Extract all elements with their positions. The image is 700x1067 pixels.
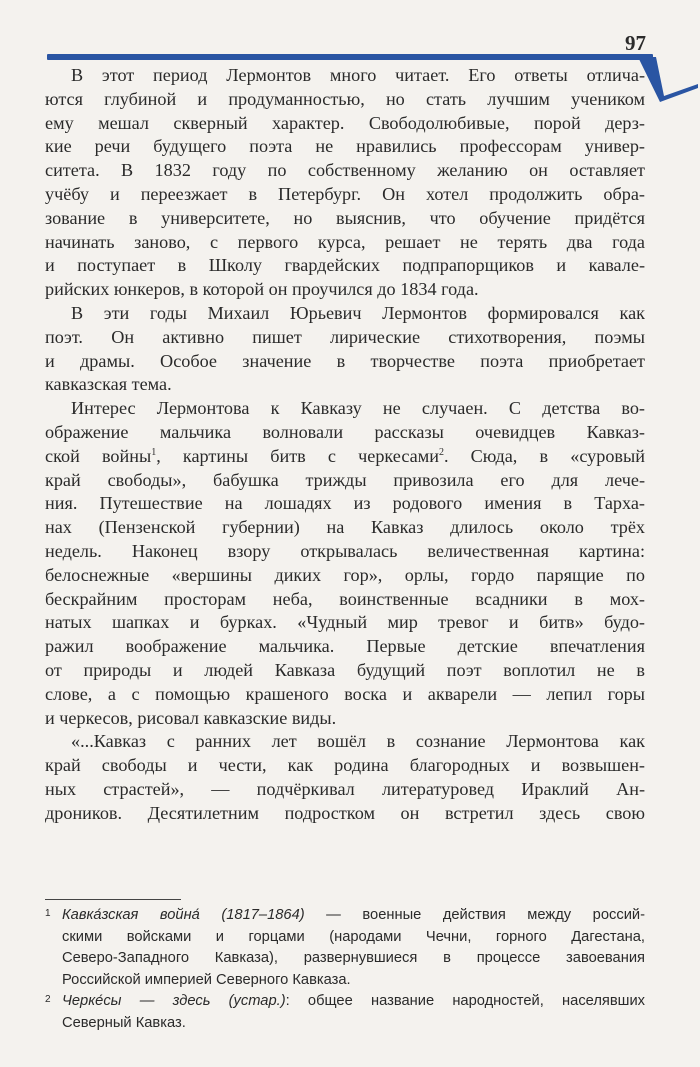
text-line: и поступает в Школу гвардейских подпрапорщиков и кавале-: [45, 255, 645, 276]
text-fragment: ской войны: [45, 445, 152, 466]
text-fragment: , картины битв с черкесами: [156, 445, 439, 466]
text-line: белоснежные «вершины диких гор», орлы, гордо парящие по: [45, 564, 645, 585]
footnote-text: Российской империей Северного Кавказа.: [62, 971, 351, 988]
text-line: ситета. В 1832 году по собственному желанию он оставляет: [45, 160, 645, 181]
text-line: кие речи будущего поэта не нравились профессорам универ-: [45, 136, 645, 157]
text-line: от природы и людей Кавказа будущий поэт воплотил не в: [45, 659, 645, 680]
text-line: край свободы и чести, как родина благородных и возвышен-: [45, 755, 645, 776]
footnote-ref-2[interactable]: 2: [438, 446, 444, 458]
text-line: поэт. Он активно пишет лирические стихотворения, поэмы: [45, 326, 645, 347]
footnote-marker: 1: [45, 908, 51, 919]
text-line: начинать заново, с первого курса, решает не терять два года: [45, 231, 645, 252]
text-line: ются глубиной и продуманностью, но стать лучшим учеником: [45, 88, 645, 109]
footnotes: [45, 905, 645, 1034]
text-line: В этот период Лермонтов много читает. Его ответы отлича-: [71, 65, 645, 85]
footnote-marker: 2: [45, 994, 51, 1005]
header-rule: [47, 54, 653, 60]
text-line: ему мешал скверный характер. Свободолюбивые, порой дерз-: [45, 112, 645, 133]
text-line: ных страстей», — подчёркивал литературовед Ираклий Ан-: [45, 778, 645, 799]
text-line: учёбу и переезжает в Петербург. Он хотел продолжить обра-: [45, 183, 645, 204]
footnote-text: : общее название народностей, населявших: [285, 993, 645, 1009]
footnote-text: Северный Кавказ.: [62, 1014, 186, 1031]
text-line: край свободы», бабушка трижды привозила его для лече-: [45, 469, 645, 490]
text-line: кавказская тема.: [45, 374, 172, 395]
text-line: и черкесов, рисовал кавказские виды.: [45, 707, 337, 728]
footnote-term: Черке́сы — здесь (устар.): [62, 993, 286, 1009]
text-line: рийских юнкеров, в которой он проучился до 1834 года.: [45, 279, 479, 300]
text-line: и драмы. Особое значение в творчестве поэта приобретает: [45, 350, 645, 371]
text-line-with-footnotes: [45, 445, 645, 469]
text-line: натых шапках и бурках. «Чудный мир тревог и битв» будо-: [45, 612, 645, 633]
footnote-ref-1[interactable]: 1: [151, 446, 157, 458]
text-line: «...Кавказ с ранних лет вошёл в сознание Лермонтова как: [71, 731, 645, 752]
footnote-1: [45, 905, 645, 927]
text-line: Интерес Лермонтова к Кавказу не случаен. С детства во-: [71, 398, 645, 419]
text-line: дроников. Десятилетним подростком он встретил здесь свою: [45, 802, 645, 823]
main-text: [45, 64, 645, 826]
text-line: ния. Путешествие на лошадях из родового имения в Тарха-: [45, 493, 645, 514]
footnote-term: Кавка́зская война́: [62, 907, 200, 923]
text-line: нах (Пензенской губернии) на Кавказ длилось около трёх: [45, 517, 645, 538]
text-line: ображение мальчика волновали рассказы очевидцев Кавказ-: [45, 421, 645, 442]
footnote-2: [45, 991, 645, 1013]
header-corner-ornament: [638, 54, 700, 114]
text-line: В эти годы Михаил Юрьевич Лермонтов формировался как: [71, 302, 645, 323]
text-line: бескрайним просторам неба, воинственные всадники в мох-: [45, 588, 645, 609]
text-fragment: . Сюда, в «суровый: [443, 445, 645, 466]
footnote-text: скими войсками и горцами (народами Чечни, горного Дагестана,: [62, 928, 645, 945]
footnote-dates: (1817–1864): [221, 907, 305, 923]
footnote-text: Северо-Западного Кавказа), развернувшиеся в процессе завоевания: [62, 950, 645, 966]
footnote-text: — военные действия между россий-: [304, 907, 645, 923]
footnote-divider: [45, 899, 181, 900]
page-number: 97: [625, 31, 646, 55]
text-line: ражил воображение мальчика. Первые детские впечатления: [45, 636, 645, 657]
text-line: недель. Наконец взору открывалась величественная картина:: [45, 540, 645, 561]
text-line: зование в университете, но выяснив, что обучение придётся: [45, 207, 645, 228]
text-line: слове, а с помощью крашеного воска и акварели — лепил горы: [45, 683, 645, 704]
